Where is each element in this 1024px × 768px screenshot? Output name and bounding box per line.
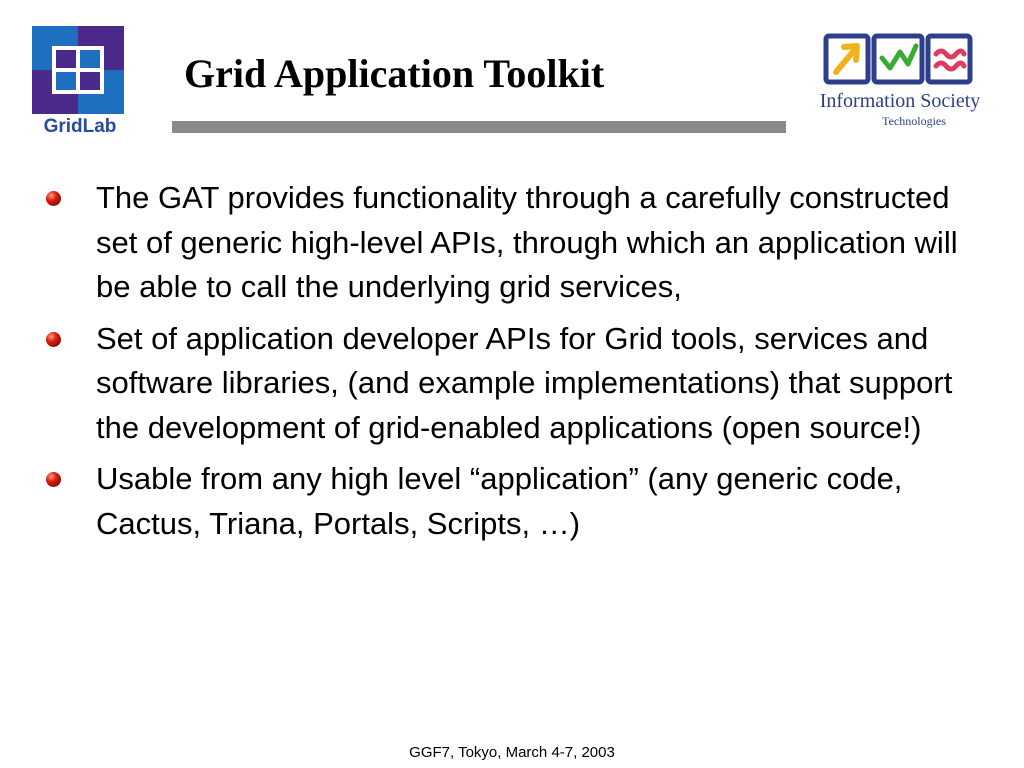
bullet-item [40,457,990,546]
bullet-icon [46,191,61,206]
bullet-list [40,176,990,553]
bullet-text: The GAT provides functionality through a carefully constructed set of generic high-level APIs, through which an application will be able to call the underlying grid services, [96,180,958,304]
title-divider [172,121,786,133]
bullet-item [40,176,990,310]
bullet-item [40,317,990,451]
slide-title: Grid Application Toolkit [184,51,605,96]
gridlab-logo [30,26,130,138]
bullet-icon [46,472,61,487]
ist-logo-name: Information Society [819,90,981,112]
slide-footer: GGF7, Tokyo, March 4-7, 2003 [409,744,615,761]
ist-logo-subtitle: Technologies [882,114,946,128]
ist-logo-icon [804,30,996,90]
gridlab-logo-text: GridLab [43,116,117,137]
gridlab-logo-icon [30,26,130,116]
bullet-text: Usable from any high level “application” (any generic code, Cactus, Triana, Portals, Scripts, …) [96,461,903,541]
bullet-icon [46,332,61,347]
bullet-text: Set of application developer APIs for Grid tools, services and software libraries, (and example implementations) that support the development of grid-enabled applications (open source!) [96,320,953,445]
ist-logo [804,30,996,130]
